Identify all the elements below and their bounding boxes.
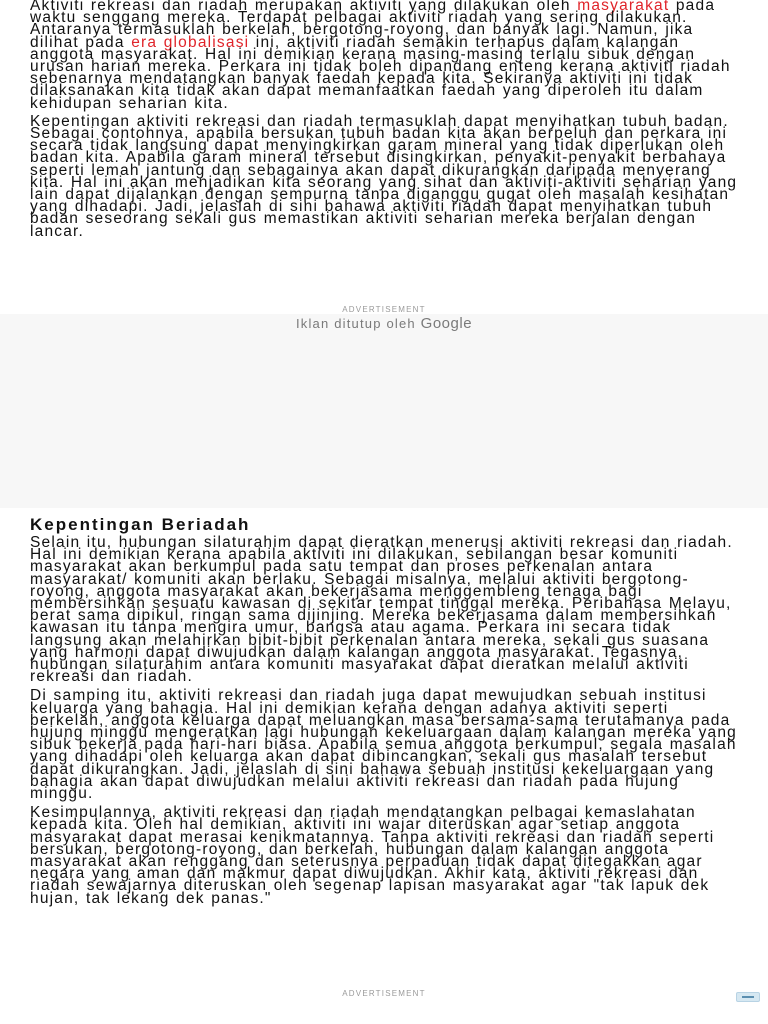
article-intro [30,0,742,244]
paragraph-intro [30,0,742,110]
paragraph-text: pada waktu senggang mereka. Terdapat pelbagai aktiviti riadah yang sering dilakukan. Antaranya termasuklah berkelah, bergotong-royong, dan banyak lagi. Namun, jika dilihat pada [30,0,716,51]
ad-container [0,314,768,508]
paragraph-text: ini, aktiviti riadah semakin terhapus dalam kalangan anggota masyarakat. Hal ini demikian kerana masing-masing terlalu sibuk dengan urusan harian mereka. Perkara ini tidak boleh dipandang enteng kerana aktiviti riadah sebenarnya mendatangkan banyak faedah kepada kita. Sekiranya aktiviti ini tidak dilaksanakan kita tidak akan dapat memanfaatkan faedah yang diperoleh itu dalam kehidupan seharian kita. [30,33,731,112]
google-brand: Google [420,315,473,332]
link-masyarakat[interactable]: masyarakat [577,0,670,14]
ad-closed-notice [0,315,768,332]
paragraph-health: Kepentingan aktiviti rekreasi dan riadah termasuklah dapat menyihatkan tubuh badan. Sebagai contohnya, apabila bersukan tubuh badan kita akan berpeluh dan perkara ini secara tidak langsung dapat menyingkirkan garam mineral yang tidak diperlukan oleh badan kita. Apabila garam mineral tersebut disingkirkan, penyakit-penyakit berbahaya seperti lemah jantung dan sebagainya akan dapat dikurangkan daripada menyerang kita. Hal ini akan menjadikan kita seorang yang sihat dan aktiviti-aktiviti seharian yang lain dapat dijalankan dengan sempurna tanpa diganggu gugat oleh masalah kesihatan yang dihadapi. Jadi, jelaslah di sini bahawa aktiviti riadah dapat menyihatkan tubuh badan seseorang sekali gus memastikan aktiviti seharian mereka berjalan dengan lancar. [30,112,738,240]
paragraph-silaturahim: Selain itu, hubungan silaturahim dapat dieratkan menerusi aktiviti rekreasi dan riadah. Hal ini demikian kerana apabila aktiviti ini dilakukan, sebilangan besar komuniti masyarakat akan berkumpul pada satu tempat dan proses perkenalan antara masyarakat/ komuniti akan berlaku. Sebagai misalnya, melalui aktiviti bergotong-royong, anggota masyarakat akan bekerjasama menggembleng tenaga bagi membersihkan sesuatu kawasan di sekitar tempat tinggal mereka. Peribahasa Melayu, berat sama dipikul, ringan sama dijinjing. Mereka bekerjasama dalam membersihkan kawasan itu tanpa mengira umur, bangsa atau agama. Perkara ini secara tidak langsung akan melahirkan bibit-bibit perkenalan antara mereka, sekali gus suasana yang harmoni dapat diwujudkan dalam kalangan anggota masyarakat. Tegasnya, hubungan silaturahim antara komuniti masyarakat dapat dieratkan melalui aktiviti rekreasi dan riadah. [30,534,733,686]
paragraph-text: Aktiviti rekreasi dan riadah merupakan aktiviti yang dilakukan oleh [30,0,578,14]
minus-icon [742,996,754,998]
section-heading: Kepentingan Beriadah [30,515,251,534]
paragraph-conclusion: Kesimpulannya, aktiviti rekreasi dan riadah mendatangkan pelbagai kemaslahatan kepada kita. Oleh hal demikian, aktiviti ini wajar diteruskan agar setiap anggota masyarakat dapat merasai kenikmatannya. Tanpa aktiviti rekreasi dan riadah seperti bersukan, bergotong-royong, dan berkelah, hubungan dalam kalangan anggota masyarakat akan renggang dan seterusnya perpaduan tidak dapat ditegakkan agar negara yang aman dan makmur dapat diwujudkan. Akhir kata, aktiviti rekreasi dan riadah sewajarnya diteruskan oleh segenap lapisan masyarakat agar "tak lapuk dek hujan, tak lekang dek panas." [30,804,715,907]
advertisement-label: ADVERTISEMENT [342,305,426,314]
advertisement-label-bottom: ADVERTISEMENT [342,989,426,998]
ad-closed-text: Iklan ditutup oleh [295,316,421,331]
link-era-globalisasi[interactable]: era globalisasi [131,33,250,51]
scroll-to-top-button[interactable] [736,992,760,1002]
article-body [30,516,742,912]
paragraph-keluarga: Di samping itu, aktiviti rekreasi dan riadah juga dapat mewujudkan sebuah institusi keluarga yang bahagia. Hal ini demikian kerana dengan adanya aktiviti seperti berkelah, anggota keluarga dapat meluangkan masa bersama-sama terutamanya pada hujung minggu mengeratkan lagi hubungan kekeluargaan dalam kalangan mereka yang sibuk bekerja pada hari-hari biasa. Apabila semua anggota berkumpul, segala masalah yang dihadapi oleh keluarga akan dapat dibincangkan, sekali gus masalah tersebut dapat dikurangkan. Jadi, jelaslah di sini bahawa sebuah institusi kekeluargaan yang bahagia akan dapat diwujudkan melalui aktiviti rekreasi dan riadah pada hujung minggu. [30,687,737,803]
